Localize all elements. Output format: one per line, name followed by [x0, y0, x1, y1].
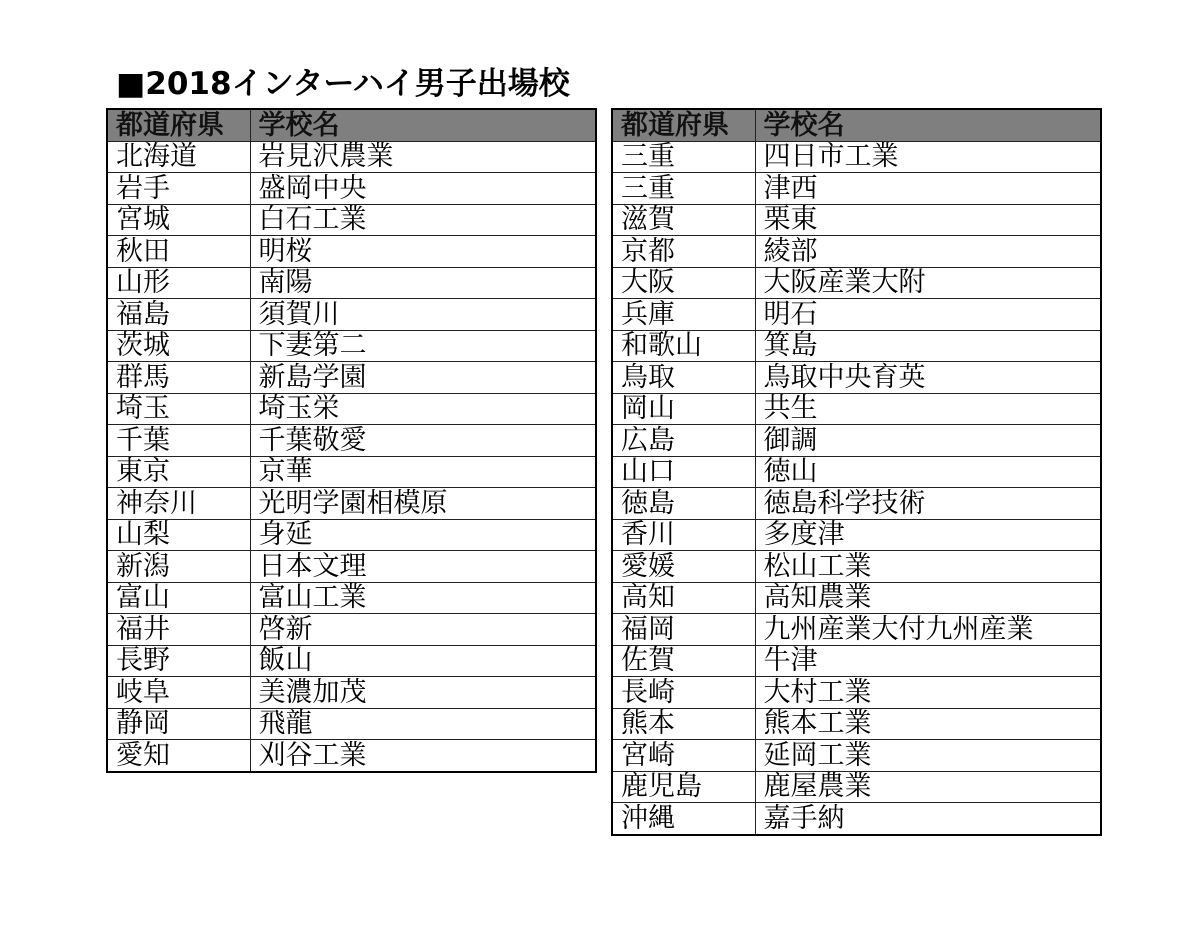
- table-row: [107, 645, 596, 677]
- table-row: [612, 299, 1101, 331]
- table-row: [612, 204, 1101, 236]
- prefecture-cell: 岐阜: [107, 677, 250, 709]
- prefecture-cell: 岡山: [612, 393, 755, 425]
- prefecture-cell: 大阪: [612, 267, 755, 299]
- school-cell: 高知農業: [755, 582, 1101, 614]
- school-cell: 九州産業大付九州産業: [755, 614, 1101, 646]
- table-row: [612, 141, 1101, 173]
- table-row: [107, 456, 596, 488]
- prefecture-cell: 茨城: [107, 330, 250, 362]
- table-row: [107, 551, 596, 583]
- table-row: [612, 771, 1101, 803]
- school-cell: 津西: [755, 173, 1101, 205]
- prefecture-cell: 福井: [107, 614, 250, 646]
- school-cell: 下妻第二: [250, 330, 596, 362]
- table-row: [107, 708, 596, 740]
- school-cell: 綾部: [755, 236, 1101, 268]
- prefecture-cell: 群馬: [107, 362, 250, 394]
- school-cell: 嘉手納: [755, 803, 1101, 835]
- header-school: 学校名: [250, 109, 596, 141]
- table-row: [107, 740, 596, 772]
- table-row: [612, 330, 1101, 362]
- right-schools-table: [611, 108, 1102, 836]
- school-cell: 光明学園相模原: [250, 488, 596, 520]
- prefecture-cell: 三重: [612, 141, 755, 173]
- prefecture-cell: 愛知: [107, 740, 250, 772]
- table-row: [107, 267, 596, 299]
- table-row: [107, 519, 596, 551]
- prefecture-cell: 福岡: [612, 614, 755, 646]
- school-cell: 千葉敬愛: [250, 425, 596, 457]
- school-cell: 啓新: [250, 614, 596, 646]
- table-row: [612, 645, 1101, 677]
- prefecture-cell: 徳島: [612, 488, 755, 520]
- prefecture-cell: 新潟: [107, 551, 250, 583]
- prefecture-cell: 佐賀: [612, 645, 755, 677]
- table-row: [107, 393, 596, 425]
- school-cell: 明桜: [250, 236, 596, 268]
- table-row: [107, 677, 596, 709]
- table-row: [107, 236, 596, 268]
- table-row: [107, 330, 596, 362]
- school-cell: 多度津: [755, 519, 1101, 551]
- table-row: [107, 582, 596, 614]
- prefecture-cell: 長崎: [612, 677, 755, 709]
- left-schools-table: [106, 108, 597, 773]
- prefecture-cell: 岩手: [107, 173, 250, 205]
- school-cell: 日本文理: [250, 551, 596, 583]
- prefecture-cell: 長野: [107, 645, 250, 677]
- school-cell: 新島学園: [250, 362, 596, 394]
- school-cell: 栗東: [755, 204, 1101, 236]
- table-row: [107, 141, 596, 173]
- table-row: [612, 173, 1101, 205]
- table-header-row: [107, 109, 596, 141]
- prefecture-cell: 沖縄: [612, 803, 755, 835]
- prefecture-cell: 山形: [107, 267, 250, 299]
- prefecture-cell: 宮城: [107, 204, 250, 236]
- table-row: [107, 614, 596, 646]
- school-cell: 岩見沢農業: [250, 141, 596, 173]
- table-row: [107, 488, 596, 520]
- table-row: [612, 708, 1101, 740]
- table-row: [612, 267, 1101, 299]
- school-cell: 牛津: [755, 645, 1101, 677]
- table-row: [612, 740, 1101, 772]
- prefecture-cell: 和歌山: [612, 330, 755, 362]
- school-cell: 白石工業: [250, 204, 596, 236]
- table-row: [107, 362, 596, 394]
- school-cell: 明石: [755, 299, 1101, 331]
- prefecture-cell: 埼玉: [107, 393, 250, 425]
- header-school: 学校名: [755, 109, 1101, 141]
- school-cell: 鹿屋農業: [755, 771, 1101, 803]
- school-cell: 盛岡中央: [250, 173, 596, 205]
- prefecture-cell: 滋賀: [612, 204, 755, 236]
- prefecture-cell: 鳥取: [612, 362, 755, 394]
- prefecture-cell: 鹿児島: [612, 771, 755, 803]
- school-cell: 須賀川: [250, 299, 596, 331]
- header-prefecture: 都道府県: [612, 109, 755, 141]
- table-row: [107, 425, 596, 457]
- table-row: [612, 614, 1101, 646]
- table-row: [612, 582, 1101, 614]
- prefecture-cell: 千葉: [107, 425, 250, 457]
- header-prefecture: 都道府県: [107, 109, 250, 141]
- prefecture-cell: 香川: [612, 519, 755, 551]
- school-cell: 美濃加茂: [250, 677, 596, 709]
- table-row: [612, 488, 1101, 520]
- table-row: [612, 362, 1101, 394]
- school-cell: 身延: [250, 519, 596, 551]
- prefecture-cell: 兵庫: [612, 299, 755, 331]
- table-header-row: [612, 109, 1101, 141]
- school-cell: 御調: [755, 425, 1101, 457]
- table-row: [107, 173, 596, 205]
- page-title: ■2018インターハイ男子出場校: [116, 66, 570, 102]
- prefecture-cell: 神奈川: [107, 488, 250, 520]
- prefecture-cell: 高知: [612, 582, 755, 614]
- school-cell: 松山工業: [755, 551, 1101, 583]
- prefecture-cell: 山梨: [107, 519, 250, 551]
- school-cell: 徳島科学技術: [755, 488, 1101, 520]
- prefecture-cell: 富山: [107, 582, 250, 614]
- school-cell: 刈谷工業: [250, 740, 596, 772]
- prefecture-cell: 秋田: [107, 236, 250, 268]
- prefecture-cell: 京都: [612, 236, 755, 268]
- prefecture-cell: 東京: [107, 456, 250, 488]
- school-cell: 熊本工業: [755, 708, 1101, 740]
- school-cell: 大阪産業大附: [755, 267, 1101, 299]
- school-cell: 京華: [250, 456, 596, 488]
- school-cell: 飛龍: [250, 708, 596, 740]
- table-row: [612, 456, 1101, 488]
- school-cell: 埼玉栄: [250, 393, 596, 425]
- school-cell: 鳥取中央育英: [755, 362, 1101, 394]
- table-row: [612, 393, 1101, 425]
- prefecture-cell: 宮崎: [612, 740, 755, 772]
- prefecture-cell: 静岡: [107, 708, 250, 740]
- prefecture-cell: 広島: [612, 425, 755, 457]
- school-cell: 南陽: [250, 267, 596, 299]
- prefecture-cell: 熊本: [612, 708, 755, 740]
- prefecture-cell: 北海道: [107, 141, 250, 173]
- table-row: [107, 299, 596, 331]
- prefecture-cell: 愛媛: [612, 551, 755, 583]
- table-row: [612, 677, 1101, 709]
- school-cell: 箕島: [755, 330, 1101, 362]
- table-row: [107, 204, 596, 236]
- prefecture-cell: 山口: [612, 456, 755, 488]
- school-cell: 徳山: [755, 456, 1101, 488]
- table-row: [612, 519, 1101, 551]
- table-row: [612, 803, 1101, 835]
- school-cell: 延岡工業: [755, 740, 1101, 772]
- school-cell: 富山工業: [250, 582, 596, 614]
- table-row: [612, 236, 1101, 268]
- prefecture-cell: 三重: [612, 173, 755, 205]
- school-cell: 飯山: [250, 645, 596, 677]
- prefecture-cell: 福島: [107, 299, 250, 331]
- school-cell: 四日市工業: [755, 141, 1101, 173]
- table-row: [612, 551, 1101, 583]
- school-cell: 大村工業: [755, 677, 1101, 709]
- table-row: [612, 425, 1101, 457]
- school-cell: 共生: [755, 393, 1101, 425]
